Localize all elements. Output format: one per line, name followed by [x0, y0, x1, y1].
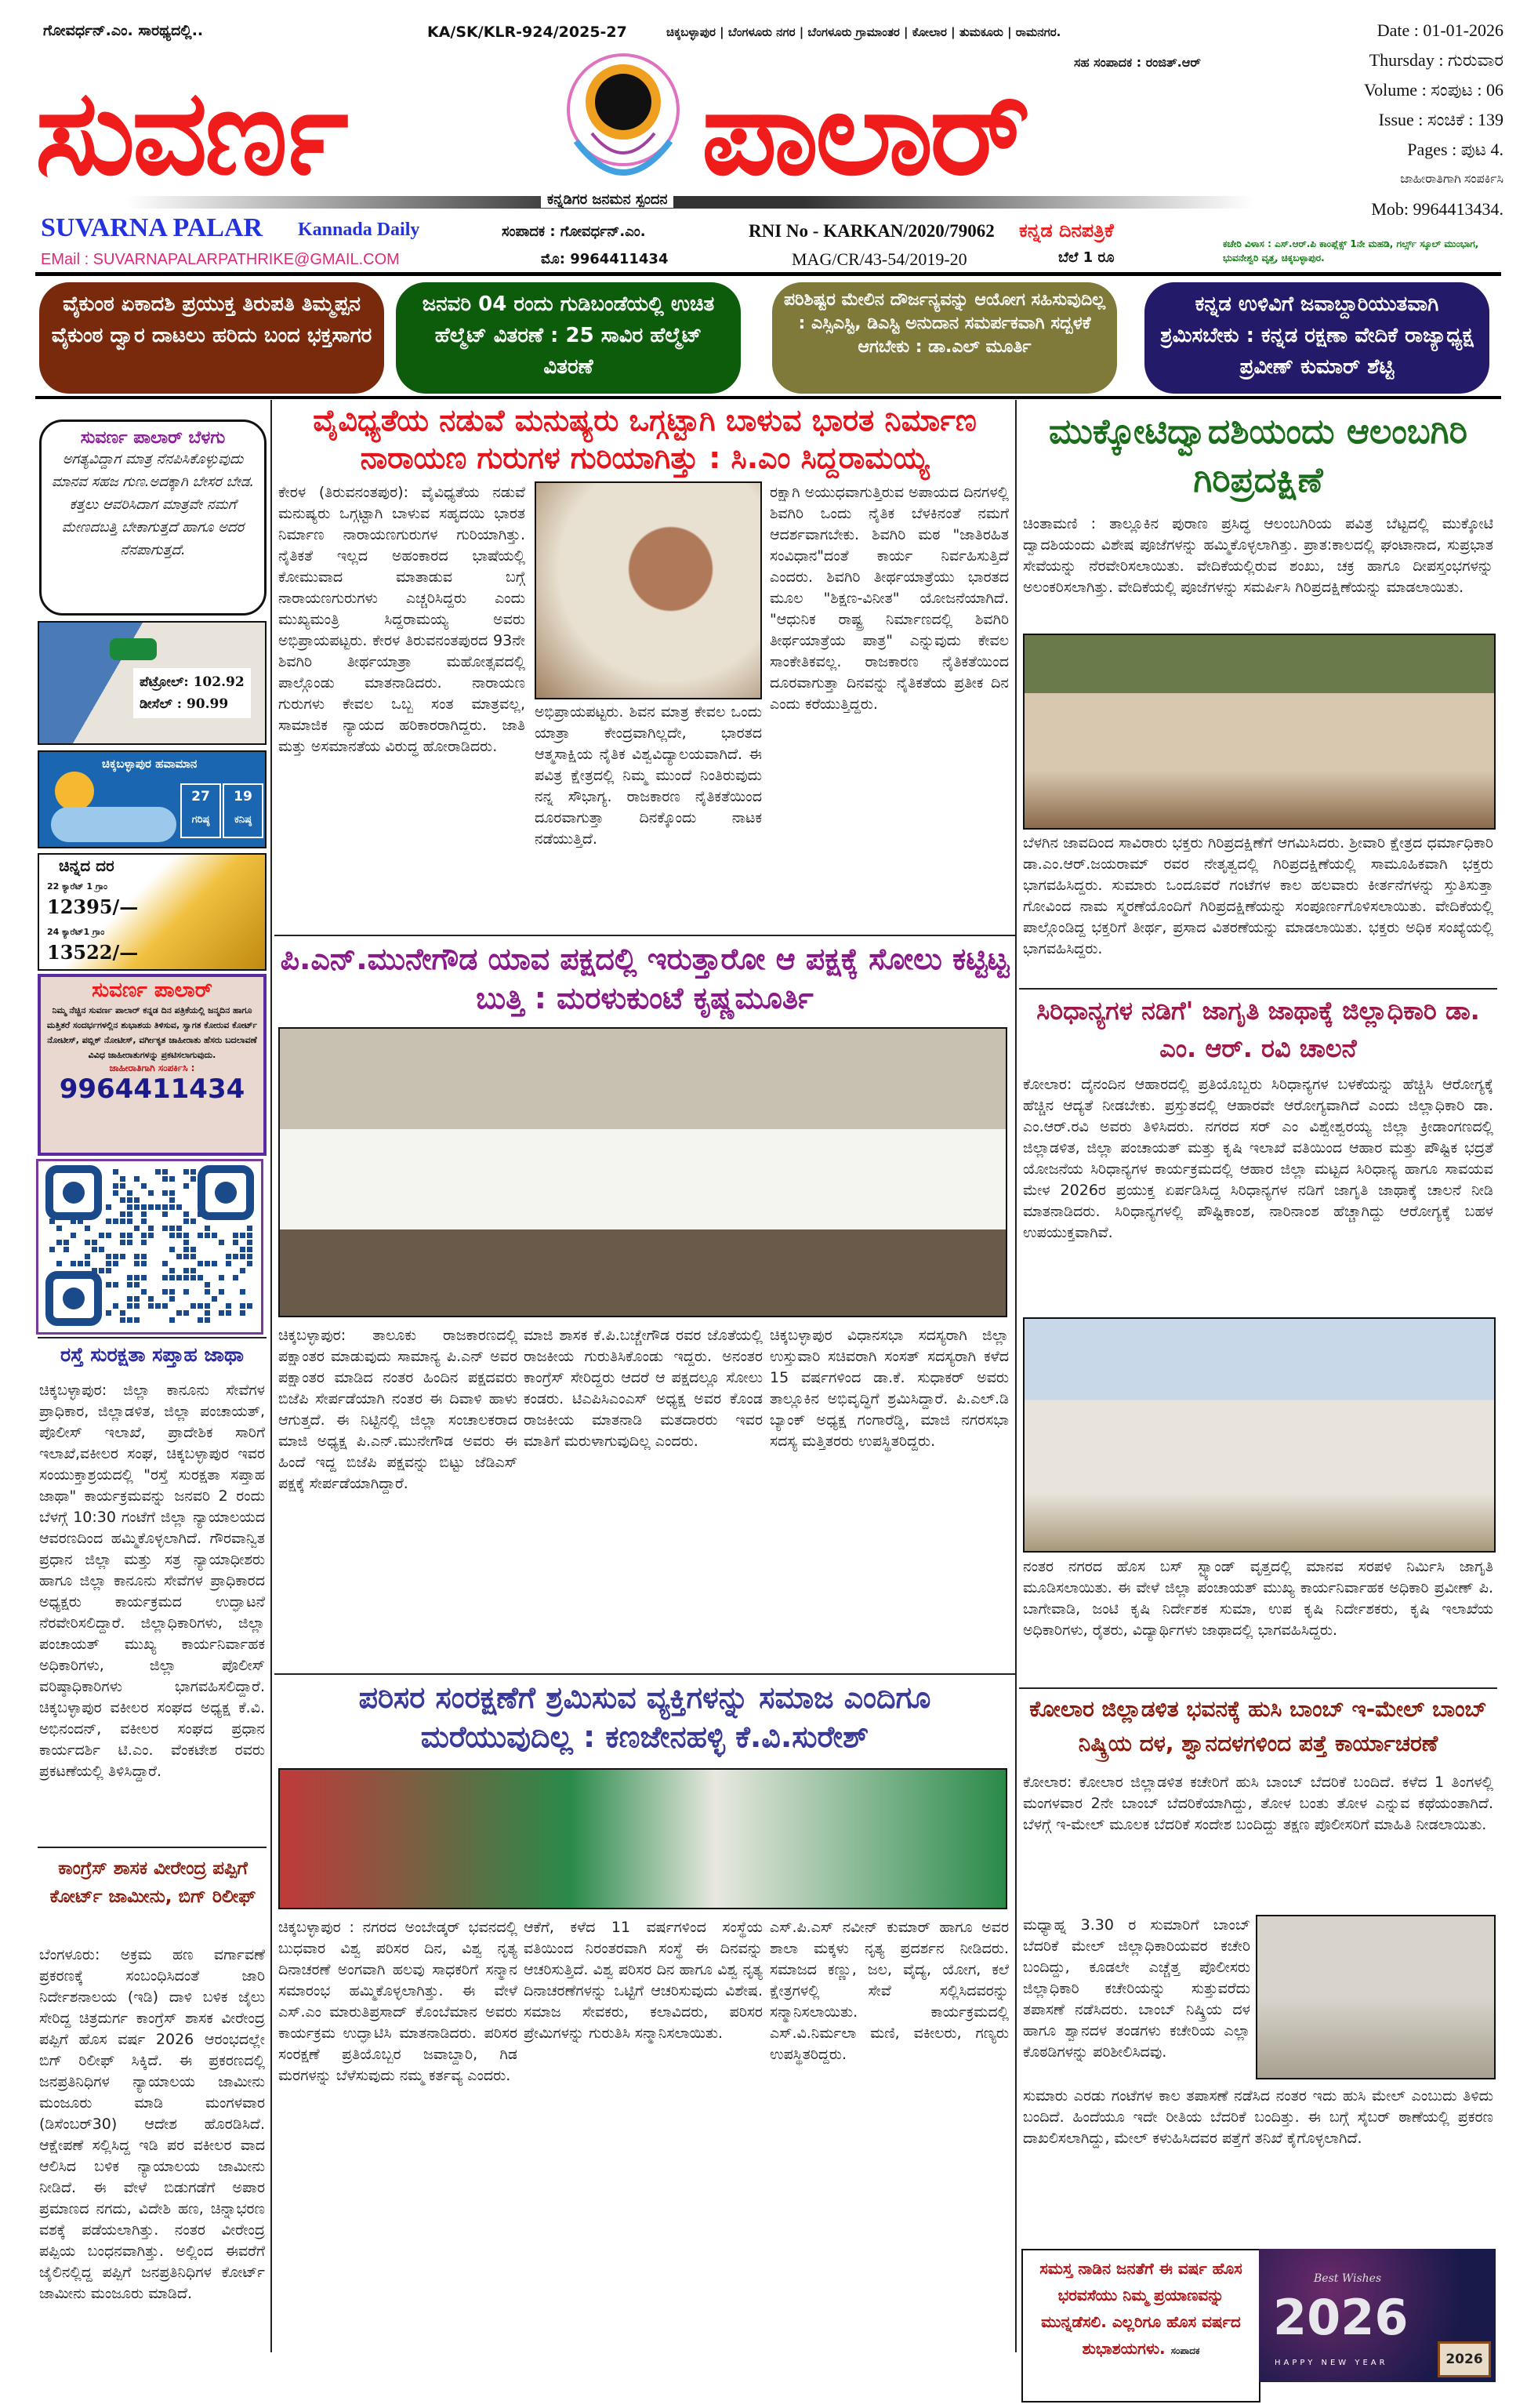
right-article-3-body2: ಸುಮಾರು ಎರಡು ಗಂಟೆಗಳ ಕಾಲ ತಪಾಸಣೆ ನಡೆಸಿದ ನಂತರ ಇದು ಹುಸಿ ಮೇಲ್ ಎಂಬುದು ತಿಳಿದು ಬಂದಿದೆ. ಹಿಂದೆಯೂ ಇದೇ ರೀತಿಯ ಬೆದರಿಕೆ ಬಂದಿತ್ತು. ಈ ಬಗ್ಗೆ ಸೈಬರ್ ಠಾಣೆಯಲ್ಲಿ ಪ್ರಕರಣ ದಾಖಲಿಸಲಾಗಿದ್ದು, ಮೇಲ್ ಕಳುಹಿಸಿದವರ ಪತ್ತೆಗೆ ತನಿಖೆ ಕೈಗೊಳ್ಳಲಾಗಿದೆ.	[1023, 2087, 1493, 2147]
congress-headline: ಕಾಂಗ್ರೆಸ್ ಶಾಸಕ ವೀರೇಂದ್ರ ಪಪ್ಪಿಗೆ ಕೋರ್ಟ್ ಜಾಮೀನು, ಬಿಗ್ ರಿಲೀಫ್	[43, 1854, 263, 1911]
logo-emblem-icon	[553, 47, 694, 196]
right-article-2-body: ಕೋಲಾರ: ದೈನಂದಿನ ಆಹಾರದಲ್ಲಿ ಪ್ರತಿಯೊಬ್ಬರು ಸಿರಿಧಾನ್ಯಗಳ ಬಳಕೆಯನ್ನು ಹೆಚ್ಚಿಸಿ ಆರೋಗ್ಯಕ್ಕೆ ಹೆಚ್ಚಿನ ಆದ್ಯತೆ ನೀಡಬೇಕು. ಪ್ರಸ್ತುತದಲ್ಲಿ ಆಹಾರವೇ ಆರೋಗ್ಯವಾಗಿದೆ ಎಂದು ಜಿಲ್ಲಾಧಿಕಾರಿ ಡಾ. ಎಂ.ಆರ್.ರವಿ ಅವರು ತಿಳಿಸಿದರು. ನಗರದ ಸರ್ ಎಂ ವಿಶ್ವೇಶ್ವರಯ್ಯ ಜಿಲ್ಲಾ ಕ್ರೀಡಾಂಗಣದಲ್ಲಿ ಜಿಲ್ಲಾಡಳಿತ, ಜಿಲ್ಲಾ ಪಂಚಾಯತ್ ಮತ್ತು ಕೃಷಿ ಇಲಾಖೆ ವತಿಯಿಂದ ಆಹಾರ ಮತ್ತು ಪೌಷ್ಟಿಕ ಭದ್ರತೆ ಯೋಜನೆಯ ಸಿರಿಧಾನ್ಯಗಳ ಕಾರ್ಯಕ್ರಮದಲ್ಲಿ ಆಹಾರ ಜಿಲ್ಲಾ ಮಟ್ಟದ ಸಿರಿಧಾನ್ಯ ಹಾಗೂ ಸಾವಯವ ಮೇಳ 2026ರ ಪ್ರಯುಕ್ತ ಏರ್ಪಡಿಸಿದ್ದ ಸಿರಿಧಾನ್ಯಗಳ ನಡಿಗೆ ಜಾಗೃತಿ ಜಾಥಾಕ್ಕೆ ಚಾಲನೆ ನೀಡಿ ಮಾತನಾಡಿದರು. ಸಿರಿಧಾನ್ಯಗಳಲ್ಲಿ ಪೌಷ್ಟಿಕಾಂಶ, ನಾರಿನಾಂಶ ಹೆಚ್ಚಾಗಿದ್ದು ಆರೋಗ್ಯಕ್ಕೆ ಬಹಳ ಉಪಯುಕ್ತವಾಗಿವೆ.	[1023, 1076, 1493, 1241]
greeting-signoff: ಸಂಪಾದಕ	[1170, 2345, 1200, 2356]
divider	[38, 1337, 267, 1338]
weather-title: ಚಿಕ್ಕಬಳ್ಳಾಪುರ ಹವಾಮಾನ	[102, 757, 198, 771]
petrol-price: ಪೆಟ್ರೋಲ್: 102.92	[140, 674, 245, 690]
issue-info	[1268, 16, 1503, 224]
masthead-title-left: ಸುವರ್ಣ	[35, 74, 346, 192]
new-year-image	[1259, 2249, 1496, 2382]
cloud-icon	[51, 807, 176, 842]
third-headline: ಪರಿಸರ ಸಂರಕ್ಷಣೆಗೆ ಶ್ರಮಿಸುವ ವ್ಯಕ್ತಿಗಳನ್ನು ಸಮಾಜ ಎಂದಿಗೂ ಮರೆಯುವುದಿಲ್ಲ : ಕಣಜೇನಹಳ್ಳಿ ಕೆ.ವಿ.ಸುರೇಶ್	[278, 1678, 1011, 1756]
gold-24k-label: 24 ಕ್ಯಾರೆಟ್1 ಗ್ರಾಂ	[47, 927, 105, 937]
third-body-col3: ಎಸ್.ಪಿ.ಎಸ್ ನವೀನ್ ಕುಮಾರ್ ಹಾಗೂ ಅವರ ಶಾಲಾ ಮಕ್ಕಳು ನೃತ್ಯ ಪ್ರದರ್ಶನ ನೀಡಿದರು. ಸಮಾಜದ ಕಣ್ಣು, ಜಲ, ವೈದ್ಯ, ಯೋಗ, ಕಲೆ ಕ್ಷೇತ್ರಗಳಲ್ಲಿ ಸೇವೆ ಸಲ್ಲಿಸಿದವರನ್ನು ಸನ್ಮಾನಿಸಲಾಯಿತು. ಕಾರ್ಯಕ್ರಮದಲ್ಲಿ ಎಸ್.ವಿ.ನಿರ್ಮಲಾ ಮಣಿ, ವಕೀಲರು, ಗಣ್ಯರು ಉಪಸ್ಥಿತರಿದ್ದರು.	[770, 1919, 1009, 2063]
ad-mobile: Mob: 9964413434.	[1371, 199, 1503, 219]
divider	[274, 935, 1015, 936]
thought-title: ಸುವರ್ಣ ಪಾಲಾರ್ ಬೆಳಗು	[80, 428, 226, 448]
issue-number: Issue : ಸಂಚಿಕೆ : 139	[1378, 110, 1503, 129]
divider	[1019, 988, 1497, 990]
right-article-3-body: ಮಧ್ಯಾಹ್ನ 3.30 ರ ಸುಮಾರಿಗೆ ಬಾಂಬ್ ಬೆದರಿಕೆ ಮೇಲ್ ಜಿಲ್ಲಾಧಿಕಾರಿಯವರ ಕಚೇರಿ ಬಂದಿದ್ದು, ಕೂಡಲೇ ಎಚ್ಚೆತ್ತ ಪೊಲೀಸರು ಜಿಲ್ಲಾಧಿಕಾರಿ ಕಚೇರಿಯನ್ನು ಸುತ್ತುವರೆದು ತಪಾಸಣೆ ನಡೆಸಿದರು. ಬಾಂಬ್ ನಿಷ್ಕ್ರಿಯ ದಳ ಹಾಗೂ ಶ್ವಾನದಳ ತಂಡಗಳು ಕಚೇರಿಯ ಎಲ್ಲಾ ಕೊಠಡಿಗಳನ್ನು ಪರಿಶೀಲಿಸಿದವು.	[1023, 1916, 1250, 2061]
teaser-rule	[35, 396, 1501, 399]
second-body-col3: ಚಿಕ್ಕಬಳ್ಳಾಪುರ ವಿಧಾನಸಭಾ ಸದಸ್ಯರಾಗಿ ಜಿಲ್ಲಾ ಉಸ್ತುವಾರಿ ಸಚಿವರಾಗಿ ಸಂಸತ್ ಸದಸ್ಯರಾಗಿ ಕಳೆದ 15 ವರ್ಷಗಳಿಂದ ಡಾ.ಕೆ. ಸುಧಾಕರ್ ಅವರು ತಾಲ್ಲೂಕಿನ ಅಭಿವೃದ್ಧಿಗೆ ಶ್ರಮಿಸಿದ್ದಾರೆ. ಪಿ.ಎಲ್.ಡಿ ಬ್ಯಾಂಕ್ ಅಧ್ಯಕ್ಷ ಗಂಗಾರೆಡ್ಡಿ, ಮಾಜಿ ನಗರಸಭಾ ಸದಸ್ಯ ಮತ್ತಿತರರು ಉಪಸ್ಥಿತರಿದ್ದರು.	[770, 1327, 1009, 1450]
gold-price-panel	[38, 853, 267, 971]
temp-min-label: ಕನಿಷ್ಠ	[234, 814, 252, 826]
temp-max-label: ಗರಿಷ್ಠ	[191, 814, 210, 826]
qr-code[interactable]	[36, 1159, 263, 1335]
right-article-1-lead: ಚಿಂತಾಮಣಿ : ತಾಲ್ಲೂಕಿನ ಪುರಾಣ ಪ್ರಸಿದ್ಧ ಆಲಂಬಗಿರಿಯ ಪವಿತ್ರ ಬೆಟ್ಟದಲ್ಲಿ ಮುಕ್ಕೋಟಿ ದ್ವಾದಶಿಯಂದು ವಿಶೇಷ ಪೂಜೆಗಳನ್ನು ಹಮ್ಮಿಕೊಳ್ಳಲಾಗಿತ್ತು. ಪ್ರಾತ:ಕಾಲದಲ್ಲಿ ಘಂಟಾನಾದ, ಸುಪ್ರಭಾತ ಸೇವೆಯನ್ನು ನೆರವೇರಿಸಲಾಯಿತು. ವೇದಿಕೆಯಲ್ಲಿರುವ ಶಂಖು, ಚಕ್ರ ಹಾಗೂ ದೀಪಸ್ತಂಭಗಳನ್ನು ಅಲಂಕರಿಸಲಾಗಿತ್ತು. ವೇದಿಕೆಯಲ್ಲಿ ಪೂಜೆಗಳನ್ನು ಸಮರ್ಪಿಸಿ ಗಿರಿಪ್ರದಕ್ಷಿಣೆಯನ್ನು ಮಾಡಲಾಯಿತು.	[1023, 515, 1493, 596]
lead-body-col3: ರಕ್ಷಾಗಿ ಅಯುಧವಾಗುತ್ತಿರುವ ಅಪಾಯದ ದಿನಗಳಲ್ಲಿ ಶಿವಗಿರಿ ಒಂದು ನೈತಿಕ ಬೆಳಕಿನಂತೆ ನಮಗೆ ಆದರ್ಶವಾಗಬೇಕು. ಶಿವಗಿರಿ ಮಠ "ಜಾತಿರಹಿತ ಸಂವಿಧಾನ"ದಂತೆ ಕಾರ್ಯ ನಿರ್ವಹಿಸುತ್ತಿದೆ ಎಂದರು. ಶಿವಗಿರಿ ತೀರ್ಥಯಾತ್ರೆಯು ಭಾರತದ ಮೂಲ "ಶಿಕ್ಷಣ-ವಿನೀತ" ಯೋಜನೆಯಾಗಿದೆ. "ಆಧುನಿಕ ರಾಷ್ಟ್ರ ನಿರ್ಮಾಣದಲ್ಲಿ ಶಿವಗಿರಿ ತೀರ್ಥಯಾತ್ರೆಯ ಪಾತ್ರ" ಎನ್ನುವುದು ಕೇವಲ ಸಾಂಕೇತಿಕವಲ್ಲ. ರಾಜಕಾರಣ ನೈತಿಕತೆಯಿಂದ ದೂರವಾಗುತ್ತಾ ದಿನವನ್ನು ನೈತಿಕತೆಯ ಪ್ರತೀಕ ದಿನ ಎಂದು ಕರೆಯುತ್ತಿದ್ದರು.	[770, 484, 1009, 713]
ad-title: ಸುವರ್ಣ ಪಾಲಾರ್	[92, 979, 212, 1002]
lead-body-col2	[535, 702, 762, 933]
temp-min: 19	[234, 789, 252, 804]
co-editor: ಸಹ ಸಂಪಾದಕ : ರಂಜಿತ್.ಆರ್	[1074, 55, 1201, 70]
divider	[274, 1673, 1015, 1675]
masthead-logo	[553, 47, 694, 196]
happy-new-year: HAPPY NEW YEAR	[1275, 2359, 1388, 2367]
year-text: 2026	[1273, 2289, 1409, 2346]
english-subtitle: Kannada Daily	[298, 220, 420, 240]
second-body-col1: ಚಿಕ್ಕಬಳ್ಳಾಪುರ: ತಾಲೂಕು ರಾಜಕಾರಣದಲ್ಲಿ ಪಕ್ಷಾಂತರ ಮಾಡುವುದು ಸಾಮಾನ್ಯ ಪಿ.ಎನ್ ಅವರ ಪಕ್ಷಾಂತರ ಮಾಡಿದ ನಂತರ ಹಿಂದಿನ ಪಕ್ಷದವರು ಬಿಜೆಪಿ ಸೇರ್ಪಡೆಯಾಗಿ ನಂತರ ಈ ದಿವಾಳಿ ಹಾಳು ಆಗುತ್ತದೆ. ಈ ನಿಟ್ಟಿನಲ್ಲಿ ಜಿಲ್ಲಾ ಸಂಚಾಲಕರಾದ ಮಾಜಿ ಅಧ್ಯಕ್ಷ ಪಿ.ಎನ್.ಮುನೇಗೌಡ ಅವರು ಈ ಹಿಂದೆ ಇದ್ದ ಬಿಜೆಪಿ ಪಕ್ಷವನ್ನು ಬಿಟ್ಟು ಜೆಡಿಎಸ್ ಪಕ್ಷಕ್ಕೆ ಸೇರ್ಪಡೆಯಾಗಿದ್ದಾರೆ.	[278, 1327, 517, 1492]
header-rule	[35, 272, 1501, 276]
advertisement-box	[38, 974, 267, 1156]
issue-day: Thursday : ಗುರುವಾರ	[1369, 50, 1503, 70]
masthead-bar	[125, 196, 1254, 209]
lead-photo	[535, 481, 762, 699]
third-body-col2: ಆಕೆಗೆ, ಕಳೆದ 11 ವರ್ಷಗಳಿಂದ ಸಂಸ್ಥೆಯ ವತಿಯಿಂದ ನಿರಂತರವಾಗಿ ಸಂಸ್ಥೆ ಈ ದಿನವನ್ನು ಆಚರಿಸುತ್ತಿದೆ. ವಿಶ್ವ ಪರಿಸರ ದಿನ ಹಾಗೂ ವಿಶ್ವ ನೃತ್ಯ ದಿನಾಚರಣೆಗಳನ್ನು ಒಟ್ಟಿಗೆ ಆಚರಿಸುವುದು ವಿಶೇಷ. ಸಮಾಜ ಸೇವಕರು, ಕಲಾವಿದರು, ಪರಿಸರ ಪ್ರೇಮಿಗಳನ್ನು ಗುರುತಿಸಿ ಸನ್ಮಾನಿಸಲಾಯಿತು.	[524, 1919, 763, 2042]
lead-body-col2-text: ಶಿವನ ಮಾತ್ರ ಕೇವಲ ಒಂದು ಯಾತ್ರಾ ಕೇಂದ್ರವಾಗಿಲ್ಲದೇ, ಭಾರತದ ಆತ್ಮಸಾಕ್ಷಿಯ ನೈತಿಕ ವಿಶ್ವವಿದ್ಯಾಲಯವಾಗಿದೆ. ಈ ಪವಿತ್ರ ಕ್ಷೇತ್ರದಲ್ಲಿ ನಿಮ್ಮ ಮುಂದೆ ನಿಂತಿರುವುದು ನನ್ನ ಸೌಭಾಗ್ಯ. ರಾಜಕಾರಣ ನೈತಿಕತೆಯಿಂದ ದೂರವಾಗುತ್ತಾ ದಿನಕ್ಕೊಂದು ನಾಟಕ ನಡೆಯುತ್ತಿದೆ.	[535, 703, 762, 848]
teaser-box[interactable]: ವೈಕುಂಠ ಏಕಾದಶಿ ಪ್ರಯುಕ್ತ ತಿರುಪತಿ ತಿಮ್ಮಪ್ಪನ ವೈಕುಂಠ ದ್ವಾರ ದಾಟಲು ಹರಿದು ಬಂದ ಭಕ್ತಸಾಗರ	[39, 282, 384, 394]
congress-body: ಬೆಂಗಳೂರು: ಅಕ್ರಮ ಹಣ ವರ್ಗಾವಣೆ ಪ್ರಕರಣಕ್ಕೆ ಸಂಬಂಧಿಸಿದಂತೆ ಜಾರಿ ನಿರ್ದೇಶನಾಲಯ (ಇಡಿ) ದಾಳಿ ಬಳಿಕ ಜೈಲು ಸೇರಿದ್ದ ಚಿತ್ರದುರ್ಗ ಕಾಂಗ್ರೆಸ್ ಶಾಸಕ ವೀರೇಂದ್ರ ಪಪ್ಪಿಗೆ ಹೊಸ ವರ್ಷ 2026 ಆರಂಭದಲ್ಲೇ ಬಿಗ್ ರಿಲೀಫ್ ಸಿಕ್ಕಿದೆ. ಈ ಪ್ರಕರಣದಲ್ಲಿ ಜನಪ್ರತಿನಿಧಿಗಳ ನ್ಯಾಯಾಲಯ ಜಾಮೀನು ಮಂಜೂರು ಮಾಡಿ ಮಂಗಳವಾರ (ಡಿಸೆಂಬರ್30) ಆದೇಶ ಹೊರಡಿಸಿದೆ. ಆಕ್ಷೇಪಣೆ ಸಲ್ಲಿಸಿದ್ದ ಇಡಿ ಪರ ವಕೀಲರ ವಾದ ಆಲಿಸಿದ ಬಳಿಕ ನ್ಯಾಯಾಲಯ ಜಾಮೀನು ನೀಡಿದೆ. ಈ ವೇಳೆ ಬಿಡುಗಡೆಗೆ ಅಪಾರ ಪ್ರಮಾಣದ ನಗದು, ವಿದೇಶಿ ಹಣ, ಚಿನ್ನಾಭರಣ ವಶಕ್ಕೆ ಪಡೆಯಲಾಗಿತ್ತು. ನಂತರ ವೀರೇಂದ್ರ ಪಪ್ಪಿಯ ಬಂಧನವಾಗಿತ್ತು. ಅಲ್ಲಿಂದ ಈವರೆಗೆ ಜೈಲಿನಲ್ಲಿದ್ದ ಪಪ್ಪಿಗೆ ಜನಪ್ರತಿನಿಧಿಗಳ ಕೋರ್ಟ್ ಜಾಮೀನು ಮಂಜೂರು ಮಾಡಿದೆ.	[39, 1946, 265, 2302]
districts: ಚಿಕ್ಕಬಳ್ಳಾಪುರ | ಬೆಂಗಳೂರು ನಗರ | ಬೆಂಗಳೂರು ಗ್ರಾಮಾಂತರ | ಕೋಲಾರ | ತುಮಕೂರು | ರಾಮನಗರ.	[666, 25, 1061, 39]
right-photo-2	[1023, 1317, 1496, 1553]
email: EMail : SUVARNAPALARPATHRIKE@GMAIL.COM	[41, 251, 400, 268]
teaser-box[interactable]: ಜನವರಿ 04 ರಂದು ಗುಡಿಬಂಡೆಯಲ್ಲಿ ಉಚಿತ ಹೆಲ್ಮೆಟ್ ವಿತರಣೆ : 25 ಸಾವಿರ ಹೆಲ್ಮೆಟ್ ವಿತರಣೆ	[396, 282, 741, 394]
photo-caption: ಅಭಿಪ್ರಾಯಪಟ್ಟರು.	[535, 703, 624, 721]
right-photo-3	[1256, 1915, 1496, 2079]
second-body-col2: ಮಾಜಿ ಶಾಸಕ ಕೆ.ಪಿ.ಬಚ್ಚೇಗೌಡ ರವರ ಜೊತೆಯಲ್ಲಿ ರಾಜಕೀಯ ಗುರುತಿಸಿಕೊಂಡು ಇದ್ದರು. ಅನಂತರ ಕಾಂಗ್ರೆಸ್ ಸೇರಿದ್ದರು ಆದರೆ ಆ ಪಕ್ಷದಲ್ಲೂ ಸೋಲು ಕಂಡರು. ಟಿಎಪಿಸಿಎಂಎಸ್ ಅಧ್ಯಕ್ಷ ಅವರ ಕೊಂಡ ರಾಜಕೀಯ ಮಾತನಾಡಿ ಮತದಾರರು ಇವರ ಮಾತಿಗೆ ಮರುಳಾಗುವುದಿಲ್ಲ ಎಂದರು.	[524, 1327, 763, 1450]
diesel-price: ಡೀಸೆಲ್ : 90.99	[140, 696, 229, 712]
road-safety-headline: ರಸ್ತೆ ಸುರಕ್ಷತಾ ಸಪ್ತಾಹ ಜಾಥಾ	[38, 1342, 267, 1367]
right-headline-2: ಸಿರಿಧಾನ್ಯಗಳ ನಡಿಗೆ' ಜಾಗೃತಿ ಜಾಥಾಕ್ಕೆ ಜಿಲ್ಲಾಧಿಕಾರಿ ಡಾ. ಎಂ. ಆರ್. ರವಿ ಚಾಲನೆ	[1023, 992, 1493, 1067]
fuel-price-panel	[38, 621, 267, 745]
right-article-2-body2: ನಂತರ ನಗರದ ಹೊಸ ಬಸ್ ಸ್ಟ್ಯಾಂಡ್ ವೃತ್ತದಲ್ಲಿ ಮಾನವ ಸರಪಳಿ ನಿರ್ಮಿಸಿ ಜಾಗೃತಿ ಮೂಡಿಸಲಾಯಿತು. ಈ ವೇಳೆ ಜಿಲ್ಲಾ ಪಂಚಾಯತ್ ಮುಖ್ಯ ಕಾರ್ಯನಿರ್ವಾಹಕ ಅಧಿಕಾರಿ ಪ್ರವೀಣ್ ಪಿ. ಬಾಗೇವಾಡಿ, ಜಂಟಿ ಕೃಷಿ ನಿರ್ದೇಶಕ ಸುಮಾ, ಉಪ ಕೃಷಿ ನಿರ್ದೇಶಕರು, ಕೃಷಿ ಇಲಾಖೆಯ ಅಧಿಕಾರಿಗಳು, ರೈತರು, ವಿದ್ಯಾರ್ಥಿಗಳು ಜಾಥಾದಲ್ಲಿ ಭಾಗವಹಿಸಿದ್ದರು.	[1023, 1558, 1493, 1639]
ad-contact: ಜಾಹೀರಾತಿಗಾಗಿ ಸಂಪರ್ಕಿಸಿ :	[109, 1062, 195, 1073]
issue-volume: Volume : ಸಂಪುಟ : 06	[1364, 80, 1503, 100]
editor-phone: ಮೊ: 9964411434	[541, 251, 669, 267]
right-article-3-lead: ಕೋಲಾರ: ಕೋಲಾರ ಜಿಲ್ಲಾಡಳಿತ ಕಚೇರಿಗೆ ಹುಸಿ ಬಾಂಬ್ ಬೆದರಿಕೆ ಬಂದಿದೆ. ಕಳೆದ 1 ತಿಂಗಳಲ್ಲಿ ಮಂಗಳವಾರ 2ನೇ ಬಾಂಬ್ ಬೆದರಿಕೆಯಾಗಿದ್ದು, ತೋಳ ಬಂತು ತೋಳ ಎನ್ನುವ ಕಥೆಯಂತಾಗಿದೆ. ಬೆಳಗ್ಗೆ ಇ-ಮೇಲ್ ಮೂಲಕ ಬೆದರಿಕೆ ಸಂದೇಶ ಬಂದಿದ್ದು ತಕ್ಷಣ ಪೊಲೀಸರಿಗೆ ಮಾಹಿತಿ ನೀಡಲಾಯಿತು.	[1023, 1774, 1493, 1833]
fuel-nozzle-icon	[110, 638, 157, 660]
publisher-line: ಗೋವರ್ಧನ್.ಎಂ. ಸಾರಥ್ಯದಲ್ಲಿ..	[43, 22, 204, 39]
column-divider	[1015, 400, 1017, 2352]
office-address: ಕಚೇರಿ ವಿಳಾಸ : ಎಸ್.ಆರ್.ಪಿ ಕಾಂಪ್ಲೆಕ್ಸ್ 1ನೇ ಮಹಡಿ, ಗರ್ಲ್ಸ್ ಸ್ಕೂಲ್ ಮುಂಭಾಗ, ಭುವನೇಶ್ವರಿ ವೃತ್ತ, ಚಿಕ್ಕಬಳ್ಳಾಪುರ.	[1223, 238, 1479, 263]
price: ಬೆಲೆ 1 ರೂ	[1058, 249, 1115, 266]
gold-24k-price: 13522/—	[47, 941, 139, 964]
third-photo	[278, 1768, 1007, 1909]
third-body-col1: ಚಿಕ್ಕಬಳ್ಳಾಪುರ : ನಗರದ ಅಂಬೇಡ್ಕರ್ ಭವನದಲ್ಲಿ ಬುಧವಾರ ವಿಶ್ವ ಪರಿಸರ ದಿನ, ವಿಶ್ವ ನೃತ್ಯ ದಿನಾಚರಣೆ ಅಂಗವಾಗಿ ಹಲವು ಸಾಧಕರಿಗೆ ಸನ್ಮಾನ ಸಮಾರಂಭ ಹಮ್ಮಿಕೊಳ್ಳಲಾಗಿತ್ತು. ಈ ವೇಳೆ ಎಸ್.ಎಂ ಮಾರುತಿಪ್ರಸಾದ್ ಕೊಂಬೆಮಾನ ಅವರು ಕಾರ್ಯಕ್ರಮ ಉದ್ಘಾಟಿಸಿ ಮಾತನಾಡಿದರು. ಪರಿಸರ ಸಂರಕ್ಷಣೆ ಪ್ರತಿಯೊಬ್ಬರ ಜವಾಬ್ದಾರಿ, ಗಿಡ ಮರಗಳನ್ನು ಬೆಳೆಸುವುದು ನಮ್ಮ ಕರ್ತವ್ಯ ಎಂದರು.	[278, 1919, 517, 2084]
right-headline-1: ಮುಕ್ಕೋಟಿದ್ವಾದಶಿಯಂದು ಆಲಂಬಗಿರಿ ಗಿರಿಪ್ರದಕ್ಷಿಣೆ	[1023, 408, 1493, 505]
mag-number: MAG/CR/43-54/2019-20	[792, 249, 967, 269]
second-photo	[278, 1027, 1007, 1317]
lead-body-col1: ಕೇರಳ (ತಿರುವನಂತಪುರ): ವೈವಿಧ್ಯತೆಯ ನಡುವೆ ಮನುಷ್ಯರು ಒಗ್ಗಟ್ಟಾಗಿ ಬಾಳುವ ಸಹೃದಯಿ ಭಾರತ ನಿರ್ಮಾಣ ನಾರಾಯಣಗುರುಗಳ ಗುರಿಯಾಗಿತ್ತು. ನೈತಿಕತೆ ಇಲ್ಲದ ಅಹಂಕಾರದ ಭಾಷೆಯಲ್ಲಿ ಕೋಮುವಾದ ಮಾತಾಡುವ ಬಗ್ಗೆ ನಾರಾಯಣಗುರುಗಳು ಎಚ್ಚರಿಸಿದ್ದರು ಎಂದು ಮುಖ್ಯಮಂತ್ರಿ ಸಿದ್ದರಾಮಯ್ಯ ಅವರು ಅಭಿಪ್ರಾಯಪಟ್ಟರು. ಕೇರಳ ತಿರುವನಂತಪುರದ 93ನೇ ಶಿವಗಿರಿ ತೀರ್ಥಯಾತ್ರಾ ಮಹೋತ್ಸವದಲ್ಲಿ ಪಾಲ್ಗೊಂಡು ಮಾತನಾಡಿದರು. ನಾರಾಯಣ ಗುರುಗಳು ಕೇವಲ ಒಬ್ಬ ಸಂತ ಮಾತ್ರವಲ್ಲ, ಸಾಮಾಜಿಕ ನ್ಯಾಯದ ಹರಿಕಾರರಾಗಿದ್ದರು. ಜಾತಿ ಮತ್ತು ಅಸಮಾನತೆಯ ವಿರುದ್ಧ ಹೋರಾಡಿದರು.	[278, 484, 525, 755]
road-safety-body: ಚಿಕ್ಕಬಳ್ಳಾಪುರ: ಜಿಲ್ಲಾ ಕಾನೂನು ಸೇವೆಗಳ ಪ್ರಾಧಿಕಾರ, ಜಿಲ್ಲಾಡಳಿತ, ಜಿಲ್ಲಾ ಪಂಚಾಯತ್, ಪೊಲೀಸ್ ಇಲಾಖೆ, ಪ್ರಾದೇಶಿಕ ಸಾರಿಗೆ ಇಲಾಖೆ,ವಕೀಲರ ಸಂಘ, ಚಿಕ್ಕಬಳ್ಳಾಪುರ ಇವರ ಸಂಯುಕ್ತಾಶ್ರಯದಲ್ಲಿ "ರಸ್ತೆ ಸುರಕ್ಷತಾ ಸಪ್ತಾಹ ಜಾಥಾ" ಕಾರ್ಯಕ್ರಮವನ್ನು ಜನವರಿ 2 ರಂದು ಬೆಳಗ್ಗೆ 10:30 ಗಂಟೆಗೆ ಜಿಲ್ಲಾ ನ್ಯಾಯಾಲಯದ ಆವರಣದಿಂದ ಹಮ್ಮಿಕೊಳ್ಳಲಾಗಿದೆ. ಗೌರವಾನ್ವಿತ ಪ್ರಧಾನ ಜಿಲ್ಲಾ ಮತ್ತು ಸತ್ರ ನ್ಯಾಯಾಧೀಶರು ಹಾಗೂ ಜಿಲ್ಲಾ ಕಾನೂನು ಸೇವೆಗಳ ಪ್ರಾಧಿಕಾರದ ಅಧ್ಯಕ್ಷರು ಕಾರ್ಯಕ್ರಮದ ಉದ್ಘಾಟನೆ ನೆರವೇರಿಸಲಿದ್ದಾರೆ. ಜಿಲ್ಲಾಧಿಕಾರಿಗಳು, ಜಿಲ್ಲಾ ಪಂಚಾಯತ್ ಮುಖ್ಯ ಕಾರ್ಯನಿರ್ವಾಹಕ ಅಧಿಕಾರಿಗಳು, ಜಿಲ್ಲಾ ಪೊಲೀಸ್ ವರಿಷ್ಠಾಧಿಕಾರಿಗಳು ಭಾಗವಹಿಸಲಿದ್ದಾರೆ. ಚಿಕ್ಕಬಳ್ಳಾಪುರ ವಕೀಲರ ಸಂಘದ ಅಧ್ಯಕ್ಷ ಕೆ.ವಿ. ಅಭಿನಂದನ್, ವಕೀಲರ ಸಂಘದ ಪ್ರಧಾನ ಕಾರ್ಯದರ್ಶಿ ಟಿ.ಎಂ. ವೆಂಕಟೇಶ ರವರು ಪ್ರಕಟಣೆಯಲ್ಲಿ ತಿಳಿಸಿದ್ದಾರೆ.	[39, 1382, 265, 1780]
column-divider	[270, 400, 272, 2352]
issue-date: Date : 01-01-2026	[1376, 20, 1503, 40]
teaser-box[interactable]: ಪರಿಶಿಷ್ಟರ ಮೇಲಿನ ದೌರ್ಜನ್ಯವನ್ನು ಆಯೋಗ ಸಹಿಸುವುದಿಲ್ಲ : ಎಸ್ಸಿಎಸ್ಟಿ, ಡಿಎಸ್ಟಿ ಅನುದಾನ ಸಮರ್ಪಕವಾಗಿ ಸದ್ಬಳಕೆ ಆಗಬೇಕು : ಡಾ.ಎಲ್ ಮೂರ್ತಿ	[772, 282, 1117, 394]
gold-22k-price: 12395/—	[47, 895, 139, 918]
temp-max: 27	[191, 789, 210, 804]
daily-label: ಕನ್ನಡ ದಿನಪತ್ರಿಕೆ	[1019, 220, 1114, 242]
thought-box	[39, 419, 267, 616]
divider	[38, 1847, 267, 1848]
right-article-1-body: ಬೆಳಗಿನ ಜಾವದಿಂದ ಸಾವಿರಾರು ಭಕ್ತರು ಗಿರಿಪ್ರದಕ್ಷಿಣೆಗೆ ಆಗಮಿಸಿದರು. ಶ್ರೀವಾರಿ ಕ್ಷೇತ್ರದ ಧರ್ಮಾಧಿಕಾರಿ ಡಾ.ಎಂ.ಆರ್.ಜಯರಾಮ್ ರವರ ನೇತೃತ್ವದಲ್ಲಿ ಗಿರಿಪ್ರದಕ್ಷಿಣೆಯಲ್ಲಿ ಸಾಮೂಹಿಕವಾಗಿ ಭಕ್ತರು ಭಾಗವಹಿಸಿದ್ದರು. ಸುಮಾರು ಒಂದೂವರೆ ಗಂಟೆಗಳ ಕಾಲ ಹಲವಾರು ಕೀರ್ತನೆಗಳನ್ನು ಸ್ತುತಿಸುತ್ತಾ ಗೋವಿಂದ ನಾಮ ಸ್ಮರಣೆಯೊಂದಿಗೆ ಗಿರಿಪ್ರದಕ್ಷಿಣೆಯನ್ನು ಸಂಪೂರ್ಣಗೊಳಿಸಲಾಯಿತು. ವೇದಿಕೆಯಲ್ಲಿ ಪಾಲ್ಗೊಂಡಿದ್ದ ಭಕ್ತರಿಗೆ ತೀರ್ಥ, ಪ್ರಸಾದ ವಿತರಣೆಯನ್ನು ಮಾಡಲಾಯಿತು. ಭಕ್ತರು ಅಧಿಕ ಸಂಖ್ಯೆಯಲ್ಲಿ ಭಾಗವಹಿಸಿದ್ದರು.	[1023, 834, 1493, 957]
english-name: SUVARNA PALAR	[41, 213, 263, 242]
editor: ಸಂಪಾದಕ : ಗೋವರ್ಧನ್.ಎಂ.	[502, 223, 646, 240]
thought-text: ಅಗತ್ಯವಿದ್ದಾಗ ಮಾತ್ರ ನೆನಪಿಸಿಕೊಳ್ಳುವುದು ಮಾನವ ಸಹಜ ಗುಣ.ಅದಕ್ಕಾಗಿ ಬೇಸರ ಬೇಡ. ಕತ್ತಲು ಆವರಿಸಿದಾಗ ಮಾತ್ರವೇ ನಮಗೆ ಮೇಣದಬತ್ತಿ ಬೇಕಾಗುತ್ತದೆ ಹಾಗೂ ಅದರ ನೆನಪಾಗುತ್ತದೆ.	[51, 451, 255, 558]
divider	[1019, 1687, 1497, 1689]
registration-number: KA/SK/KLR-924/2025-27	[427, 24, 627, 41]
right-photo-1	[1023, 634, 1496, 830]
ad-phone: 9964411434	[59, 1073, 245, 1105]
teaser-box[interactable]: ಕನ್ನಡ ಉಳಿವಿಗೆ ಜವಾಬ್ದಾರಿಯುತವಾಗಿ ಶ್ರಮಿಸಬೇಕು : ಕನ್ನಡ ರಕ್ಷಣಾ ವೇದಿಕೆ ರಾಜ್ಯಾಧ್ಯಕ್ಷ ಪ್ರವೀಣ್ ಕುಮಾರ್ ಶೆಟ್ಟಿ	[1144, 282, 1489, 394]
sun-icon	[55, 772, 94, 811]
right-headline-3: ಕೋಲಾರ ಜಿಲ್ಲಾಡಳಿತ ಭವನಕ್ಕೆ ಹುಸಿ ಬಾಂಬ್ ಇ-ಮೇಲ್ ಬಾಂಬ್ ನಿಷ್ಕ್ರಿಯ ದಳ, ಶ್ವಾನದಳಗಳಿಂದ ಪತ್ತೆ ಕಾರ್ಯಾಚರಣೆ	[1023, 1692, 1493, 1761]
ad-contact-label: ಜಾಹೀರಾತಿಗಾಗಿ ಸಂಪರ್ಕಿಸಿ	[1400, 173, 1503, 186]
qr-code-icon	[38, 1161, 261, 1332]
greeting-text: ಸಮಸ್ತ ನಾಡಿನ ಜನತೆಗೆ ಈ ವರ್ಷ ಹೊಸ ಭರವಸೆಯು ನಿಮ್ಮ ಪ್ರಯಾಣವನ್ನು ಮುನ್ನಡೆಸಲಿ. ಎಲ್ಲರಿಗೂ ಹೊಸ ವರ್ಷದ ಶುಭಾಶಯಗಳು.	[1039, 2259, 1242, 2358]
best-wishes: Best Wishes	[1314, 2272, 1382, 2285]
gold-title: ಚಿನ್ನದ ದರ	[59, 856, 114, 875]
tagline: ಕನ್ನಡಿಗರ ಜನಮನ ಸ್ಪಂದನ	[541, 191, 673, 208]
issue-pages: Pages : ಪುಟ 4.	[1407, 140, 1503, 159]
weather-panel	[38, 750, 267, 848]
new-year-greeting	[1021, 2249, 1260, 2403]
masthead-title-right: ಪಾಲಾರ್	[702, 74, 1028, 192]
gold-22k-label: 22 ಕ್ಯಾರೆಟ್ 1 ಗ್ರಾಂ	[47, 881, 108, 892]
ad-text: ನಿಮ್ಮ ನೆಚ್ಚಿನ ಸುವರ್ಣ ಪಾಲಾರ್ ಕನ್ನಡ ದಿನ ಪತ್ರಿಕೆಯಲ್ಲಿ ಜನ್ಮದಿನ ಹಾಗೂ ಮತ್ತಿತರೆ ಸಂದರ್ಭಗಳಲ್ಲಿನ ಶುಭಾಶಯ ತಿಳಿಸುವ, ಸ್ವಾಗತ ಕೋರುವ ಕೋರ್ಟ್ ನೋಟೀಸ್, ಪಬ್ಲಿಕ್ ನೋಟೀಸ್, ವರ್ಗೀಕೃತ ಜಾಹೀರಾತು ಹೆಸರು ಬದಲಾವಣೆ ವಿವಿಧ ಜಾಹೀರಾತುಗಳನ್ನು ಪ್ರಕಟಿಸಲಾಗುವುದು.	[46, 1005, 258, 1060]
second-headline: ಪಿ.ಎನ್.ಮುನೇಗೌಡ ಯಾವ ಪಕ್ಷದಲ್ಲಿ ಇರುತ್ತಾರೋ ಆ ಪಕ್ಷಕ್ಕೆ ಸೋಲು ಕಟ್ಟಿಟ್ಟ ಬುತ್ತಿ : ಮರಳುಕುಂಟೆ ಕೃಷ್ಣಮೂರ್ತಿ	[278, 939, 1011, 1018]
rni-number: RNI No - KARKAN/2020/79062	[749, 221, 995, 241]
calendar-icon: 2026	[1438, 2341, 1491, 2377]
lead-headline: ವೈವಿಧ್ಯತೆಯ ನಡುವೆ ಮನುಷ್ಯರು ಒಗ್ಗಟ್ಟಾಗಿ ಬಾಳುವ ಭಾರತ ನಿರ್ಮಾಣ ನಾರಾಯಣ ಗುರುಗಳ ಗುರಿಯಾಗಿತ್ತು : ಸಿ.ಎಂ ಸಿದ್ದರಾಮಯ್ಯ	[278, 401, 1011, 477]
